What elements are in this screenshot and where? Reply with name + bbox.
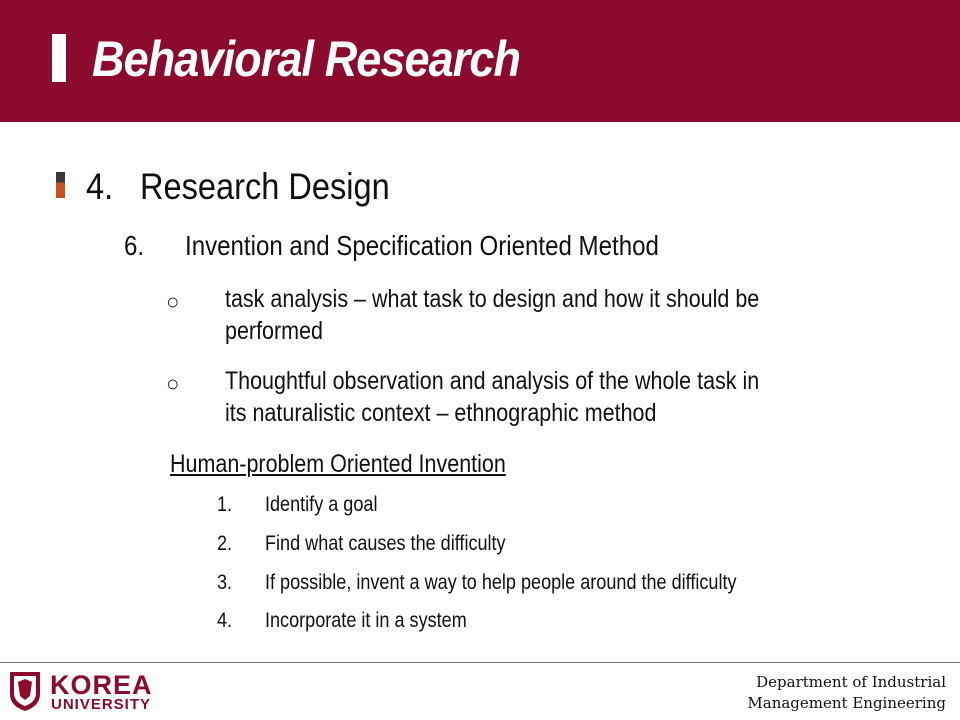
level1-bullet-marker: [56, 172, 65, 198]
department-line: Department of Industrial: [756, 673, 946, 691]
logo-subtitle: UNIVERSITY: [51, 696, 152, 713]
department-line: Management Engineering: [747, 694, 946, 712]
slide-title: Behavioral Research: [92, 31, 521, 87]
bullet-text-line: task analysis – what task to design and how it should be: [225, 285, 760, 313]
step-number: 4.: [217, 609, 233, 632]
university-crest-icon: [8, 670, 42, 712]
bullet-text-line: performed: [225, 317, 323, 345]
title-accent-bar: [52, 34, 66, 82]
title-banner: [0, 0, 960, 122]
department-label: [747, 672, 946, 714]
level1-number: 4.: [86, 166, 114, 207]
level1-heading: Research Design: [140, 166, 390, 207]
footer-divider: [0, 662, 960, 663]
step-number: 2.: [217, 532, 233, 555]
step-text: Incorporate it in a system: [265, 609, 467, 632]
subheading: Human-problem Oriented Invention: [170, 450, 506, 478]
step-text: Identify a goal: [265, 493, 378, 516]
step-text: If possible, invent a way to help people around the difficulty: [265, 571, 737, 594]
level2-number: 6.: [124, 230, 145, 261]
step-text: Find what causes the difficulty: [265, 532, 506, 555]
bullet-text-line: its naturalistic context – ethnographic method: [225, 399, 657, 427]
logo-wordmark: KOREA: [50, 670, 153, 700]
level2-heading: Invention and Specification Oriented Method: [185, 230, 659, 261]
bullet-icon: ○: [166, 371, 180, 396]
bullet-text-line: Thoughtful observation and analysis of the whole task in: [225, 367, 760, 395]
step-number: 3.: [217, 571, 233, 594]
step-number: 1.: [217, 493, 233, 516]
bullet-icon: ○: [166, 289, 180, 314]
